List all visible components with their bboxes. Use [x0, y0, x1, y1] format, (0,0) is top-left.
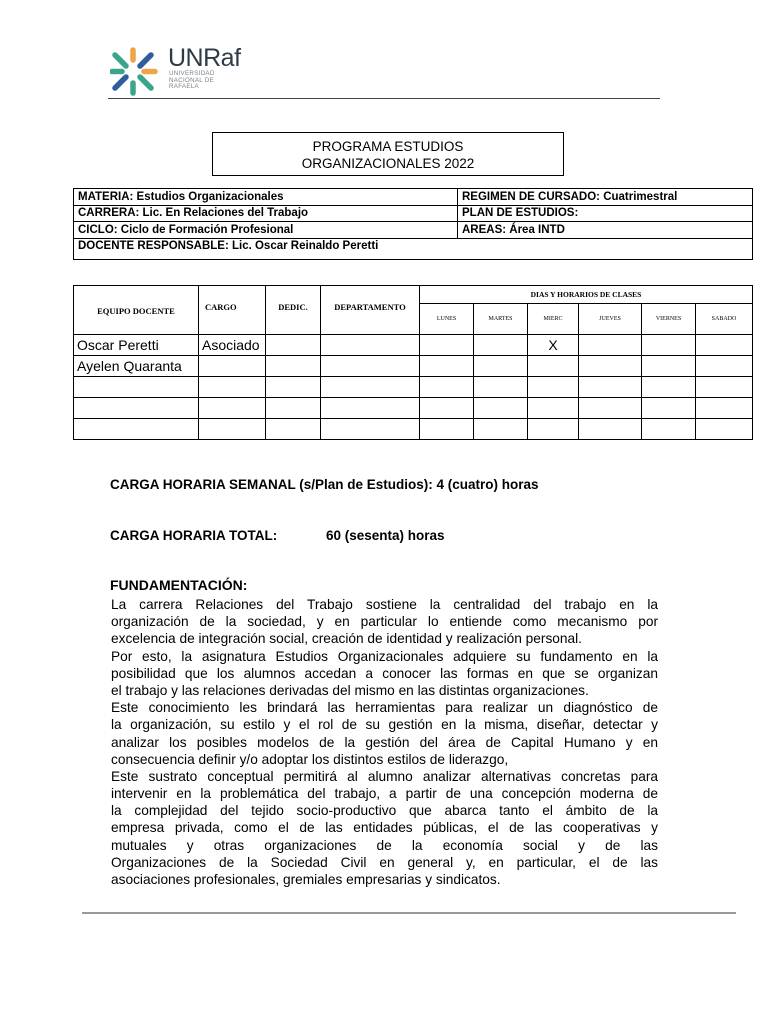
- header-dedic: DEDIC.: [266, 286, 321, 335]
- table-row: [74, 335, 753, 356]
- paragraph-line: empresa privada, como el de las entidades públicas, el de las cooperativas y: [111, 820, 658, 836]
- staff-day-viernes: [642, 419, 696, 440]
- staff-cargo: Asociado: [199, 335, 266, 356]
- staff-day-viernes: [642, 356, 696, 377]
- staff-day-lunes: [420, 377, 474, 398]
- document-title: [212, 132, 564, 176]
- staff-dedic: [266, 356, 321, 377]
- staff-dedic: [266, 398, 321, 419]
- staff-depto: [321, 419, 420, 440]
- staff-dedic: [266, 377, 321, 398]
- staff-table: [73, 285, 753, 440]
- staff-name: [74, 377, 199, 398]
- staff-day-martes: [474, 356, 528, 377]
- paragraph-line: excelencia de integración social, creación de identidad y realización personal.: [111, 631, 582, 647]
- staff-cargo: [199, 356, 266, 377]
- paragraph-line: La carrera Relaciones del Trabajo sostiene la centralidad del trabajo en la: [111, 597, 658, 612]
- staff-name: Oscar Peretti: [74, 335, 199, 356]
- paragraph-line: la complejidad del tejido socio-productivo que abarca tanto el ámbito de la: [111, 803, 658, 819]
- logo-name: UNRaf: [168, 44, 241, 72]
- ciclo-cell: CICLO: Ciclo de Formación Profesional: [74, 222, 458, 239]
- staff-day-sabado: [696, 398, 753, 419]
- paragraph-line: Este sustrato conceptual permitirá al alumno analizar alternativas concretas para: [111, 768, 658, 784]
- staff-day-jueves: [579, 419, 642, 440]
- staff-cargo: [199, 398, 266, 419]
- carga-total-value: 60 (sesenta) horas: [326, 528, 445, 543]
- staff-day-jueves: [579, 398, 642, 419]
- paragraph-line: Este conocimiento les brindará las herramientas para realizar un diagnóstico de: [111, 700, 658, 716]
- staff-day-sabado: [696, 335, 753, 356]
- paragraph-line: Por esto, la asignatura Estudios Organizacionales adquiere su fundamento en la: [111, 648, 658, 664]
- staff-day-sabado: [696, 356, 753, 377]
- staff-day-mierc: [528, 419, 579, 440]
- staff-day-mierc: [528, 398, 579, 419]
- paragraph-line: intervenir en la problemática del trabajo, a partir de una concepción moderna de: [111, 786, 658, 802]
- paragraph-line: organización de la sociedad, y en particular lo entiende como mecanismo por: [111, 614, 658, 630]
- staff-day-martes: [474, 419, 528, 440]
- carrera-cell: CARRERA: Lic. En Relaciones del Trabajo: [74, 205, 458, 222]
- staff-day-martes: [474, 335, 528, 356]
- staff-day-jueves: [579, 377, 642, 398]
- table-row: [74, 398, 753, 419]
- staff-day-martes: [474, 398, 528, 419]
- table-row: [74, 356, 753, 377]
- header-equipo: EQUIPO DOCENTE: [74, 286, 199, 335]
- header-departamento: DEPARTAMENTO: [321, 286, 420, 335]
- staff-cargo: [199, 377, 266, 398]
- staff-depto: [321, 398, 420, 419]
- materia-cell: MATERIA: Estudios Organizacionales: [74, 189, 458, 206]
- day-martes: MARTES: [474, 304, 528, 335]
- unraf-emblem-icon: [110, 46, 160, 96]
- carga-total-label: CARGA HORARIA TOTAL:: [110, 528, 278, 543]
- staff-day-lunes: [420, 419, 474, 440]
- fundamentacion-paragraph: [111, 596, 658, 888]
- staff-day-martes: [474, 377, 528, 398]
- staff-day-mierc: [528, 377, 579, 398]
- paragraph-line: analizar los posibles modelos de la gestión del área de Capital Humano y en: [111, 734, 658, 750]
- staff-name: [74, 398, 199, 419]
- header-divider: [108, 98, 660, 99]
- paragraph-line: asociaciones profesionales, gremiales empresarias y sindicatos.: [111, 872, 501, 887]
- paragraph-line: consecuencia definir y/o adoptar los distintos estilos de liderazgo,: [111, 751, 509, 767]
- staff-depto: [321, 377, 420, 398]
- staff-name: Ayelen Quaranta: [74, 356, 199, 377]
- staff-depto: [321, 356, 420, 377]
- header-cargo: CARGO: [199, 286, 266, 335]
- footer-divider: [82, 912, 736, 914]
- regimen-cell: REGIMEN DE CURSADO: Cuatrimestral: [458, 189, 753, 206]
- paragraph-line: el trabajo y las relaciones derivadas del mismo en las distintas organizaciones.: [111, 682, 589, 698]
- staff-day-lunes: [420, 335, 474, 356]
- staff-name: [74, 419, 199, 440]
- staff-day-viernes: [642, 398, 696, 419]
- carga-semanal: CARGA HORARIA SEMANAL (s/Plan de Estudios): 4 (cuatro) horas: [110, 477, 539, 492]
- staff-day-sabado: [696, 419, 753, 440]
- section-title: FUNDAMENTACIÓN:: [110, 577, 248, 593]
- staff-day-sabado: [696, 377, 753, 398]
- paragraph-line: mutuales y otras organizaciones de la economía social y de las: [111, 837, 658, 853]
- staff-day-jueves: [579, 356, 642, 377]
- table-row: [74, 377, 753, 398]
- paragraph-line: la organización, su estilo y el rol de su gestión en la misma, diseñar, detectar y: [111, 717, 658, 733]
- staff-day-viernes: [642, 335, 696, 356]
- plan-cell: PLAN DE ESTUDIOS:: [458, 205, 753, 222]
- areas-cell: AREAS: Área INTD: [458, 222, 753, 239]
- staff-cargo: [199, 419, 266, 440]
- paragraph-line: Organizaciones de la Sociedad Civil en general y, en particular, el de las: [111, 854, 658, 870]
- staff-dedic: [266, 335, 321, 356]
- staff-day-lunes: [420, 398, 474, 419]
- title-line-2: ORGANIZACIONALES 2022: [301, 156, 475, 171]
- staff-day-viernes: [642, 377, 696, 398]
- docente-cell: DOCENTE RESPONSABLE: Lic. Oscar Reinaldo Peretti: [74, 238, 753, 259]
- day-lunes: LUNES: [420, 304, 474, 335]
- title-line-1: PROGRAMA ESTUDIOS: [312, 139, 464, 154]
- university-logo: [110, 44, 250, 94]
- day-viernes: VIERNES: [642, 304, 696, 335]
- paragraph-line: posibilidad que los alumnos accedan a conocer las formas en que se organizan: [111, 665, 658, 681]
- staff-depto: [321, 335, 420, 356]
- staff-day-lunes: [420, 356, 474, 377]
- staff-dedic: [266, 419, 321, 440]
- day-sabado: SABADO: [696, 304, 753, 335]
- staff-day-mierc: [528, 356, 579, 377]
- staff-day-jueves: [579, 335, 642, 356]
- course-info-table: [73, 188, 753, 260]
- table-row: [74, 419, 753, 440]
- day-mierc: MIERC: [528, 304, 579, 335]
- day-jueves: JUEVES: [579, 304, 642, 335]
- staff-day-mierc: X: [528, 335, 579, 356]
- header-dias-horarios: DIAS Y HORARIOS DE CLASES: [420, 286, 753, 304]
- logo-subtitle: UNIVERSIDAD NACIONAL DE RAFAELA: [169, 70, 215, 91]
